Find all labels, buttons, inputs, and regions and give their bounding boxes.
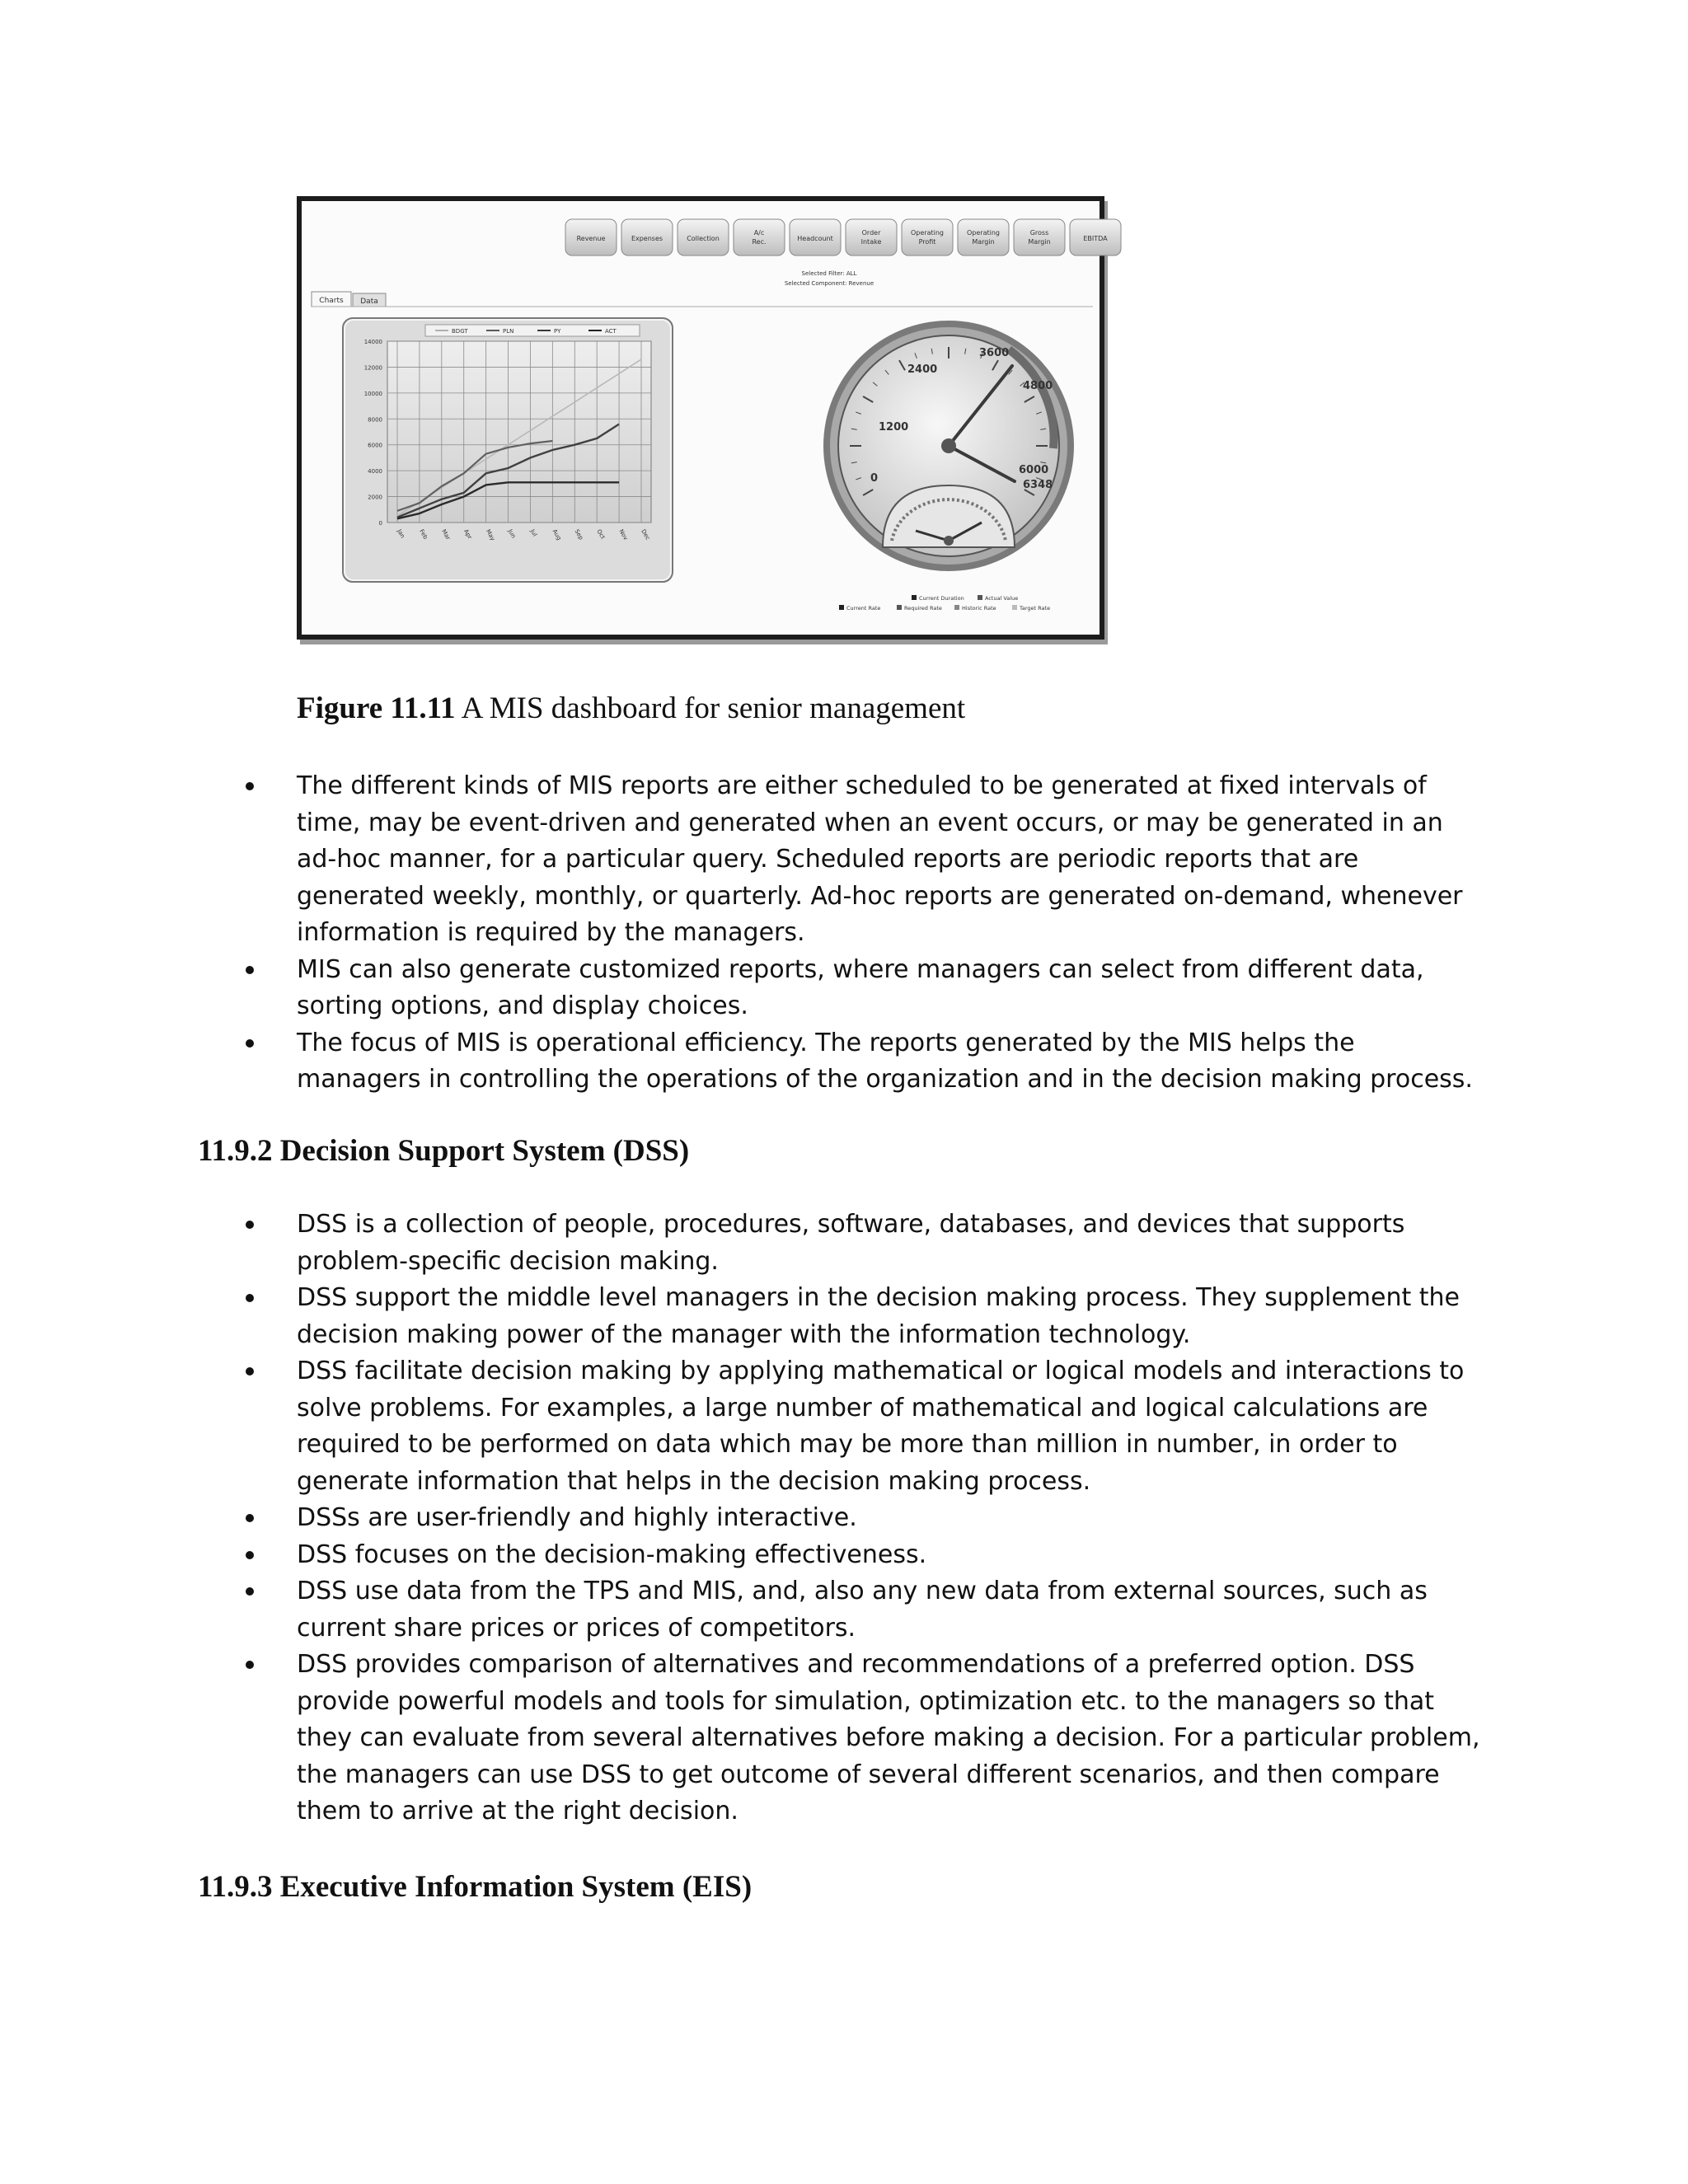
x-tick-label: Sep <box>573 528 585 541</box>
gauge-legend-swatch <box>954 605 959 610</box>
x-tick-label: Dec <box>640 528 651 541</box>
selected-filter-text: Selected Filter: ALL <box>801 270 857 277</box>
gauge-legend-label: Historic Rate <box>962 605 996 612</box>
y-tick-label: 8000 <box>368 416 382 424</box>
component-button-label-line1: Gross <box>1029 229 1049 237</box>
dashboard-figure <box>297 196 1108 640</box>
component-button-ebitda[interactable] <box>1070 219 1121 255</box>
component-button-operating-profit[interactable] <box>902 219 953 255</box>
section-heading-dss: 11.9.2 Decision Support System (DSS) <box>198 1134 690 1168</box>
legend-label: BDGT <box>452 328 468 335</box>
component-button-label-line2: Margin <box>1028 238 1051 246</box>
gauge-legend-swatch <box>912 595 917 600</box>
list-item: MIS can also generate customized reports, where managers can select from different data, sorting options, and display choices. <box>297 952 1484 1025</box>
gauge-legend-swatch <box>839 605 844 610</box>
list-item: DSSs are user-friendly and highly interactive. <box>297 1500 1484 1537</box>
gauge-legend-label: Current Duration <box>919 595 964 602</box>
legend-label: PLN <box>503 328 514 335</box>
dashboard-svg <box>302 201 1108 635</box>
y-tick-label: 0 <box>378 520 382 527</box>
y-tick-label: 12000 <box>363 364 382 372</box>
component-button-gross-margin[interactable] <box>1014 219 1065 255</box>
component-button-label: Expenses <box>631 235 663 242</box>
figure-caption-text: A MIS dashboard for senior management <box>455 691 966 725</box>
x-tick-label: Apr <box>462 528 473 541</box>
gauge-scale-label: 2400 <box>907 363 938 376</box>
legend-label: ACT <box>605 328 617 335</box>
tab-data-label: Data <box>360 298 378 306</box>
y-tick-label: 14000 <box>363 339 382 345</box>
component-button-collection[interactable] <box>678 219 729 255</box>
gauge-legend-label: Required Rate <box>904 605 942 612</box>
legend-label: PY <box>554 328 561 335</box>
tab-data[interactable] <box>353 293 386 307</box>
chart-legend <box>425 325 640 336</box>
section-heading-eis: 11.9.3 Executive Information System (EIS) <box>198 1870 753 1904</box>
tab-charts[interactable] <box>312 292 351 307</box>
list-item: DSS focuses on the decision-making effectiveness. <box>297 1537 1484 1574</box>
y-tick-label: 6000 <box>368 442 382 449</box>
y-tick-label: 10000 <box>363 390 382 397</box>
component-button-label-line2: Margin <box>972 238 995 246</box>
gauge-legend-label: Actual Value <box>985 595 1019 602</box>
component-button-label-line1: Order <box>861 229 881 237</box>
speed-gauge <box>823 321 1074 571</box>
x-tick-label: Mar <box>440 528 452 541</box>
list-item: DSS provides comparison of alternatives and recommendations of a preferred option. DSS provide powerful models and tools for simulation, optimization etc. to the managers so that they can evaluate from several alternatives before making a decision. For a particular problem, the managers can use DSS to get outcome of several different scenarios, and then compare them to arrive at the right decision. <box>297 1647 1484 1830</box>
figure-caption <box>297 691 965 726</box>
list-item: DSS is a collection of people, procedures, software, databases, and devices that supports problem-specific decision making. <box>297 1207 1484 1280</box>
gauge-legend-swatch <box>897 605 902 610</box>
component-button-a-c-rec[interactable] <box>734 219 785 255</box>
component-button-label: Collection <box>687 235 720 242</box>
component-button-label-line2: Intake <box>860 238 882 246</box>
tab-charts-label: Charts <box>319 297 344 305</box>
component-button-operating-margin[interactable] <box>958 219 1009 255</box>
selected-component-text: Selected Component: Revenue <box>784 280 874 287</box>
x-tick-label: Oct <box>595 528 607 541</box>
figure-caption-label: Figure 11.11 <box>297 691 456 725</box>
component-button-label-line2: Profit <box>918 238 936 246</box>
list-item: The focus of MIS is operational efficiency. The reports generated by the MIS helps the managers in controlling the operations of the organization and in the decision making process. <box>297 1025 1484 1099</box>
line-chart-panel <box>343 318 673 582</box>
x-tick-label: Feb <box>418 528 429 541</box>
component-button-label-line1: Operating <box>967 229 1000 237</box>
gauge-legend <box>839 595 1050 612</box>
gauge-legend-label: Target Rate <box>1020 605 1051 612</box>
component-button-label-line1: Operating <box>911 229 944 237</box>
x-tick-label: May <box>484 528 497 542</box>
gauge-scale-label: 1200 <box>879 421 909 434</box>
dss-bullet-list <box>297 1207 1484 1830</box>
component-button-label-line1: A/c <box>753 229 765 237</box>
list-item: DSS use data from the TPS and MIS, and, also any new data from external sources, such as current share prices or prices of competitors. <box>297 1573 1484 1647</box>
gauge-legend-label: Current Rate <box>846 605 881 612</box>
y-tick-label: 2000 <box>368 494 382 501</box>
mis-bullet-list <box>297 768 1484 1099</box>
list-item: The different kinds of MIS reports are either scheduled to be generated at fixed intervals of time, may be event-driven and generated when an event occurs, or may be generated in an ad-hoc manner, for a particular query. Scheduled reports are periodic reports that are generated weekly, monthly, or quarterly. Ad-hoc reports are generated on-demand, whenever information is required by the managers. <box>297 768 1484 952</box>
gauge-legend-swatch <box>1012 605 1017 610</box>
component-button-label: Headcount <box>797 235 833 242</box>
gauge-scale-label: 6000 <box>1019 464 1049 476</box>
component-button-label-line2: Rec. <box>752 238 767 246</box>
gauge-scale-label: 0 <box>870 472 879 485</box>
component-button-revenue[interactable] <box>565 219 617 255</box>
component-button-label: EBITDA <box>1083 235 1108 242</box>
x-tick-label: Jun <box>506 528 518 540</box>
component-button-bar <box>565 219 1121 255</box>
x-tick-label: Nov <box>617 528 630 541</box>
list-item: DSS facilitate decision making by applying mathematical or logical models and interactions to solve problems. For examples, a large number of mathematical and logical calculations are required to be performed on data which may be more than million in number, in order to generate information that helps in the decision making process. <box>297 1353 1484 1500</box>
x-tick-label: Jan <box>396 528 406 540</box>
gauge-scale-label: 3600 <box>979 347 1010 359</box>
x-tick-label: Jul <box>528 528 538 538</box>
gauge-scale-label: 6348 <box>1023 479 1053 491</box>
x-tick-label: Aug <box>551 528 563 541</box>
list-item: DSS support the middle level managers in the decision making process. They supplement the decision making power of the manager with the information technology. <box>297 1280 1484 1353</box>
component-button-expenses[interactable] <box>621 219 673 255</box>
y-tick-label: 4000 <box>368 468 382 476</box>
component-button-headcount[interactable] <box>790 219 841 255</box>
component-button-label: Revenue <box>576 235 606 242</box>
gauge-legend-swatch <box>978 595 982 600</box>
gauge-scale-label: 4800 <box>1023 380 1053 392</box>
component-button-order-intake[interactable] <box>846 219 897 255</box>
